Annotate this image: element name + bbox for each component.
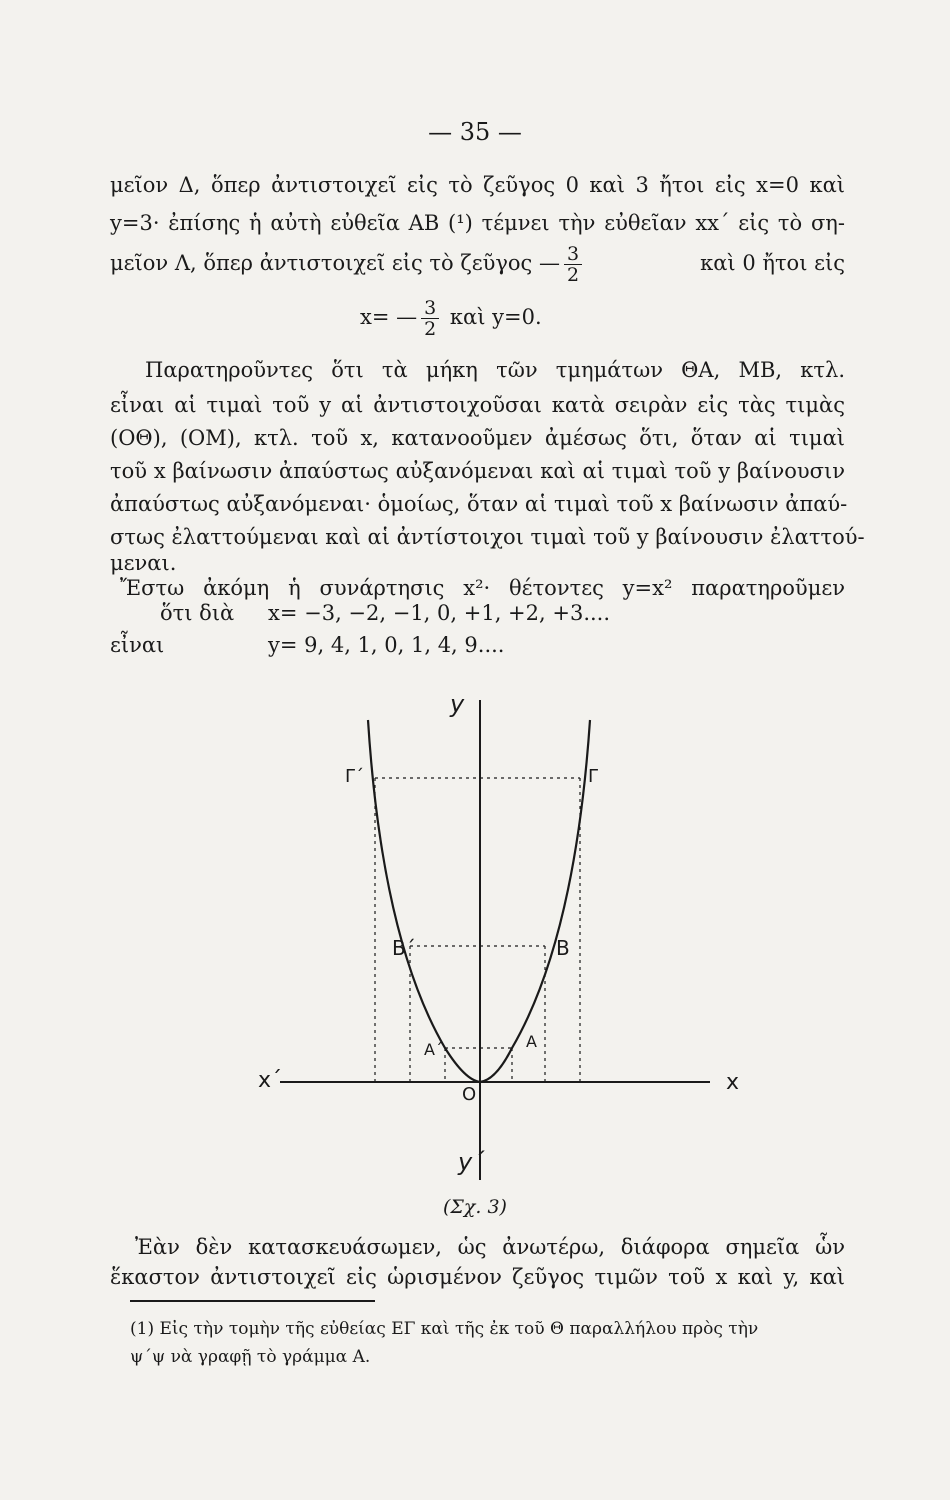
label-b-prime: Β΄ xyxy=(392,936,416,960)
text-line-1: μεῖον Δ, ὅπερ ἀντιστοιχεῖ εἰς τὸ ζεῦγος 0 καὶ 3 ἤτοι εἰς x=0 καὶ xyxy=(110,173,845,197)
label-a-prime: Α΄ xyxy=(424,1040,443,1059)
footnote-rule xyxy=(130,1300,375,1302)
x-values-row xyxy=(160,598,611,628)
equation-x-start: x= — xyxy=(360,305,418,329)
text-line-7: (ΟΘ), (ΟΜ), κτλ. τοῦ x, κατανοοῦμεν ἀμέσως ὅτι, ὅταν αἱ τιμαὶ xyxy=(110,426,845,450)
y-values-row xyxy=(110,630,505,660)
label-gamma: Γ xyxy=(588,766,599,787)
y-values-label: εἶναι xyxy=(110,633,165,657)
footnote-line-2: ψ΄ψ νὰ γραφῇ τὸ γράμμα Α. xyxy=(130,1347,371,1367)
fraction-denominator-2: 2 xyxy=(424,318,437,340)
text-line-12: Ἔστω ἀκόμη ἡ συνάρτησις x²· θέτοντες y=x² παρατηροῦμεν xyxy=(120,576,845,600)
text-line-5: Παρατηροῦντες ὅτι τὰ μήκη τῶν τμημάτων ΘΑ, ΜΒ, κτλ. xyxy=(145,358,845,382)
figure-caption: (Σχ. 3) xyxy=(443,1196,507,1218)
text-line-3 xyxy=(110,238,845,288)
label-origin: O xyxy=(462,1084,477,1105)
equation-x xyxy=(360,292,660,342)
text-line-10: στως ἐλαττούμεναι καὶ αἱ ἀντίστοιχοι τιμαὶ τοῦ y βαίνουσιν ἐλαττού- xyxy=(110,525,865,549)
text-after-line-2: ἕκαστον ἀντιστοιχεῖ εἰς ὡρισμένον ζεῦγος τιμῶν τοῦ x καὶ y, καὶ xyxy=(110,1265,845,1289)
x-values-label: ὅτι διὰ xyxy=(160,601,235,625)
label-b: Β xyxy=(556,936,570,960)
label-gamma-prime: Γ΄ xyxy=(345,766,365,787)
text-line-3-end: καὶ 0 ἤτοι εἰς xyxy=(700,251,845,275)
text-line-6: εἶναι αἱ τιμαὶ τοῦ y αἱ ἀντιστοιχοῦσαι κατὰ σειρὰν εἰς τὰς τιμὰς xyxy=(110,393,845,417)
parabola-figure xyxy=(240,680,780,1200)
label-x: x xyxy=(726,1070,740,1095)
text-line-2: y=3· ἐπίσης ἡ αὐτὴ εὐθεῖα ΑΒ (¹) τέμνει τὴν εὐθεῖαν xx΄ εἰς τὸ ση- xyxy=(110,211,845,235)
fraction-numerator: 3 xyxy=(564,244,582,265)
label-y-prime: y΄ xyxy=(458,1148,485,1176)
label-a: Α xyxy=(526,1032,537,1051)
text-after-line-1: Ἐὰν δὲν κατασκευάσωμεν, ὡς ἀνωτέρω, διάφορα σημεῖα ὧν xyxy=(135,1235,845,1259)
fraction-numerator-2: 3 xyxy=(421,298,439,319)
fraction-three-halves xyxy=(564,244,582,285)
x-values: x= −3, −2, −1, 0, +1, +2, +3.... xyxy=(268,601,611,625)
fraction-denominator: 2 xyxy=(567,264,580,286)
label-y: y xyxy=(450,690,465,718)
fraction-three-halves-2 xyxy=(421,298,439,339)
text-line-9: ἀπαύστως αὐξανόμεναι· ὁμοίως, ὅταν αἱ τιμαὶ τοῦ x βαίνωσιν ἀπαύ- xyxy=(110,492,848,516)
equation-x-end: καὶ y=0. xyxy=(449,305,542,329)
text-line-3-start: μεῖον Λ, ὅπερ ἀντιστοιχεῖ εἰς τὸ ζεῦγος — xyxy=(110,251,560,275)
text-line-8: τοῦ x βαίνωσιν ἀπαύστως αὐξανόμεναι καὶ αἱ τιμαὶ τοῦ y βαίνουσιν xyxy=(110,459,845,483)
footnote-line-1: (1) Εἰς τὴν τομὴν τῆς εὐθείας ΕΓ καὶ τῆς ἐκ τοῦ Θ παραλλήλου πρὸς τὴν xyxy=(130,1319,759,1339)
page-number: — 35 — xyxy=(428,118,522,146)
text-line-11: μεναι. xyxy=(110,551,177,575)
label-x-prime: x΄ xyxy=(258,1068,283,1093)
y-values: y= 9, 4, 1, 0, 1, 4, 9.... xyxy=(268,633,505,657)
